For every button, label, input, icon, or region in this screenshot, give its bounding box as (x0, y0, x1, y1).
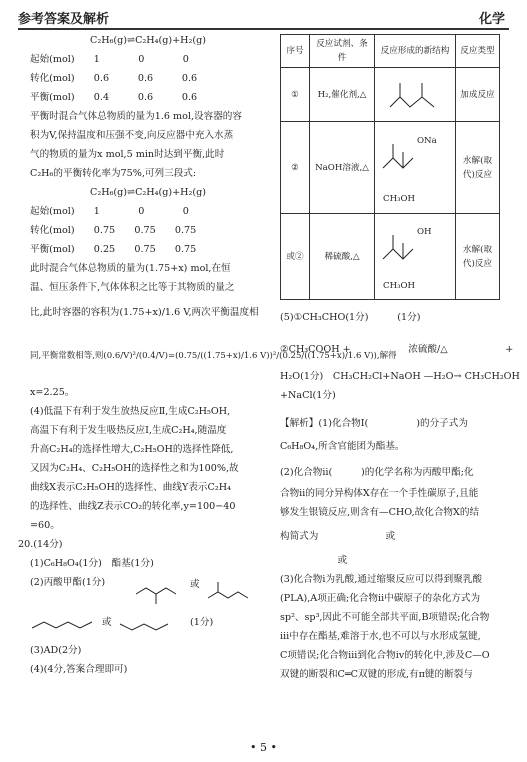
text-line: C₆H₈O₄,所含官能团为酯基。 (280, 441, 405, 452)
table-header: 反应试剂、条件 (310, 35, 375, 68)
structure-label: ONa (417, 135, 437, 146)
text-line: 双键的断裂和C═C双键的形成,有π键的断裂与 (280, 669, 473, 680)
reaction-table (280, 34, 500, 300)
equation-line: 同,平衡常数相等,则(0.6/V)²/(0.4/V)=(0.75/((1.75+x)/1.6 V))²/(0.25/((1.75+x)/1.6 V)),解得 (30, 351, 397, 361)
structure-label: OH (417, 226, 432, 237)
structure-aldehyde-icon (134, 576, 188, 606)
text-line: 高温下有利于发生吸热反应Ⅰ,生成C₂H₄,随温度 (30, 425, 227, 436)
page-header (18, 6, 509, 28)
equation-line: ②CH₃COOH + 浓硫酸/△ + (280, 344, 514, 355)
text-line: 平衡时混合气体总物质的量为1.6 mol,设容器的容 (30, 111, 242, 122)
text-line: 此时混合气体总物质的量为(1.75+x) mol,在恒 (30, 263, 231, 274)
text-line (30, 610, 266, 644)
table-row (281, 122, 500, 214)
answer-text: (2)丙酸甲酯(1分) (30, 577, 106, 588)
structure-cell (377, 128, 453, 208)
structure-ester-icon (380, 73, 450, 117)
text-line: C项错误;化合物ⅲ到化合物ⅳ的转化中,涉及C—O (280, 650, 490, 661)
page-number: • 5 • (250, 741, 277, 754)
header-subject: 化学 (478, 12, 505, 27)
table-cell: 加成反应 (456, 68, 500, 122)
text-line: C₂H₆(g)⇌C₂H₄(g)+H₂(g) (90, 187, 206, 198)
text-line: C₂H₆(g)⇌C₂H₄(g)+H₂(g) (90, 35, 206, 46)
or-label: 或 (190, 579, 200, 590)
text-line (30, 576, 266, 610)
text-line: 平衡(mol) 0.25 0.75 0.75 (30, 244, 197, 255)
text-line: 【解析】(1)化合物Ⅰ( )的分子式为 (280, 418, 468, 429)
text-line: 的选择性、曲线Z表示CO₂的转化率,y=100−40 (30, 501, 236, 512)
text-line: 起始(mol) 1 0 0 (30, 54, 189, 65)
text-line: 合物ⅱ的同分异构体X存在一个手性碳原子,且能 (280, 488, 479, 499)
text-line: 比,此时容器的容积为(1.75+x)/1.6 V,两次平衡温度相 (30, 307, 259, 318)
text-line: sp²、sp³,因此不可能全部共平面,B项错误;化合物 (280, 612, 490, 623)
header-rule (18, 28, 509, 30)
table-cell: 水解(取代)反应 (456, 122, 500, 214)
structure-ether-icon (30, 610, 100, 640)
table-cell: 稀硫酸,△ (310, 214, 375, 300)
score-label: (1分) (190, 617, 214, 628)
text-line: (5)①CH₃CHO(1分) (1分) (280, 312, 421, 323)
text-line: 升高C₂H₄的选择性增大,C₂H₅OH的选择性降低, (30, 444, 234, 455)
or-label: 或 (102, 617, 112, 628)
table-header-row (281, 35, 500, 68)
table-cell: H₂,催化剂,△ (310, 68, 375, 122)
structure-acid-icon (377, 221, 447, 277)
table-cell: 水解(取代)反应 (456, 214, 500, 300)
table-header: 反应类型 (456, 35, 500, 68)
text-line: 积为V,保持温度和压强不变,向反应器中充入水蒸 (30, 130, 234, 141)
text-line: 温、恒压条件下,气体体积之比等于其物质的量之 (30, 282, 235, 293)
structure-aldehyde-icon (206, 576, 260, 606)
text-line: C₂H₆的平衡转化率为75%,可列三段式: (30, 168, 197, 179)
text-line: 转化(mol) 0.6 0.6 0.6 (30, 73, 198, 84)
structure-label: CH₃OH (383, 280, 416, 291)
text-line: (2)化合物ⅱ( )的化学名称为丙酸甲酯;化 (280, 467, 474, 478)
text-line: x=2.25。 (30, 387, 75, 398)
text-line: 平衡(mol) 0.4 0.6 0.6 (30, 92, 198, 103)
text-line: 又因为C₂H₄、C₂H₅OH的选择性之和为100%,故 (30, 463, 239, 474)
text-line: ⅲ中存在酯基,难溶于水,也不可以与水形成氢键, (280, 631, 481, 642)
text-line: 起始(mol) 1 0 0 (30, 206, 189, 217)
text-line: +NaCl(1分) (280, 390, 336, 401)
table-cell: ① (281, 68, 310, 122)
text-line: 或 (280, 555, 348, 566)
text-line: 气的物质的量为x mol,5 min时达到平衡,此时 (30, 149, 225, 160)
text-line: (4)低温下有利于发生放热反应Ⅱ,生成C₂H₅OH, (30, 406, 231, 417)
table-row (281, 68, 500, 122)
right-column (280, 34, 520, 687)
text-line: (3)AD(2分) (30, 645, 82, 656)
table-cell (375, 68, 456, 122)
table-row (281, 214, 500, 300)
table-header: 反应形成的新结构 (375, 35, 456, 68)
text-line: (PLA),A项正确;化合物ⅱ中碳原子的杂化方式为 (280, 593, 481, 604)
text-line: (4)(4分,答案合理即可) (30, 664, 128, 675)
text-line: 转化(mol) 0.75 0.75 0.75 (30, 225, 197, 236)
text-line: (1)C₆H₈O₄(1分) 酯基(1分) (30, 558, 154, 569)
text-line: H₂O(1分) CH₃CH₂Cl+NaOH —H₂O→ CH₃CH₂OH (280, 371, 520, 382)
table-cell: ② (281, 122, 310, 214)
table-cell: 或② (281, 214, 310, 300)
text-line: 构简式为 或 (280, 531, 396, 542)
table-cell: NaOH溶液,△ (310, 122, 375, 214)
table-cell (375, 214, 456, 300)
text-line: 够发生银镜反应,则含有—CHO,故化合物X的结 (280, 507, 480, 518)
text-line: 曲线X表示C₂H₅OH的选择性、曲线Y表示C₂H₄ (30, 482, 231, 493)
structure-aldehyde-icon (118, 610, 178, 640)
table-cell (375, 122, 456, 214)
structure-cell (377, 219, 453, 295)
text-line: (3)化合物ⅰ为乳酸,通过缩聚反应可以得到聚乳酸 (280, 574, 482, 585)
table-header: 序号 (281, 35, 310, 68)
structure-label: CH₃OH (383, 193, 416, 204)
header-left: 参考答案及解析 (18, 12, 110, 27)
question-number: 20.(14分) (18, 539, 63, 550)
text-line: =60。 (30, 520, 60, 531)
